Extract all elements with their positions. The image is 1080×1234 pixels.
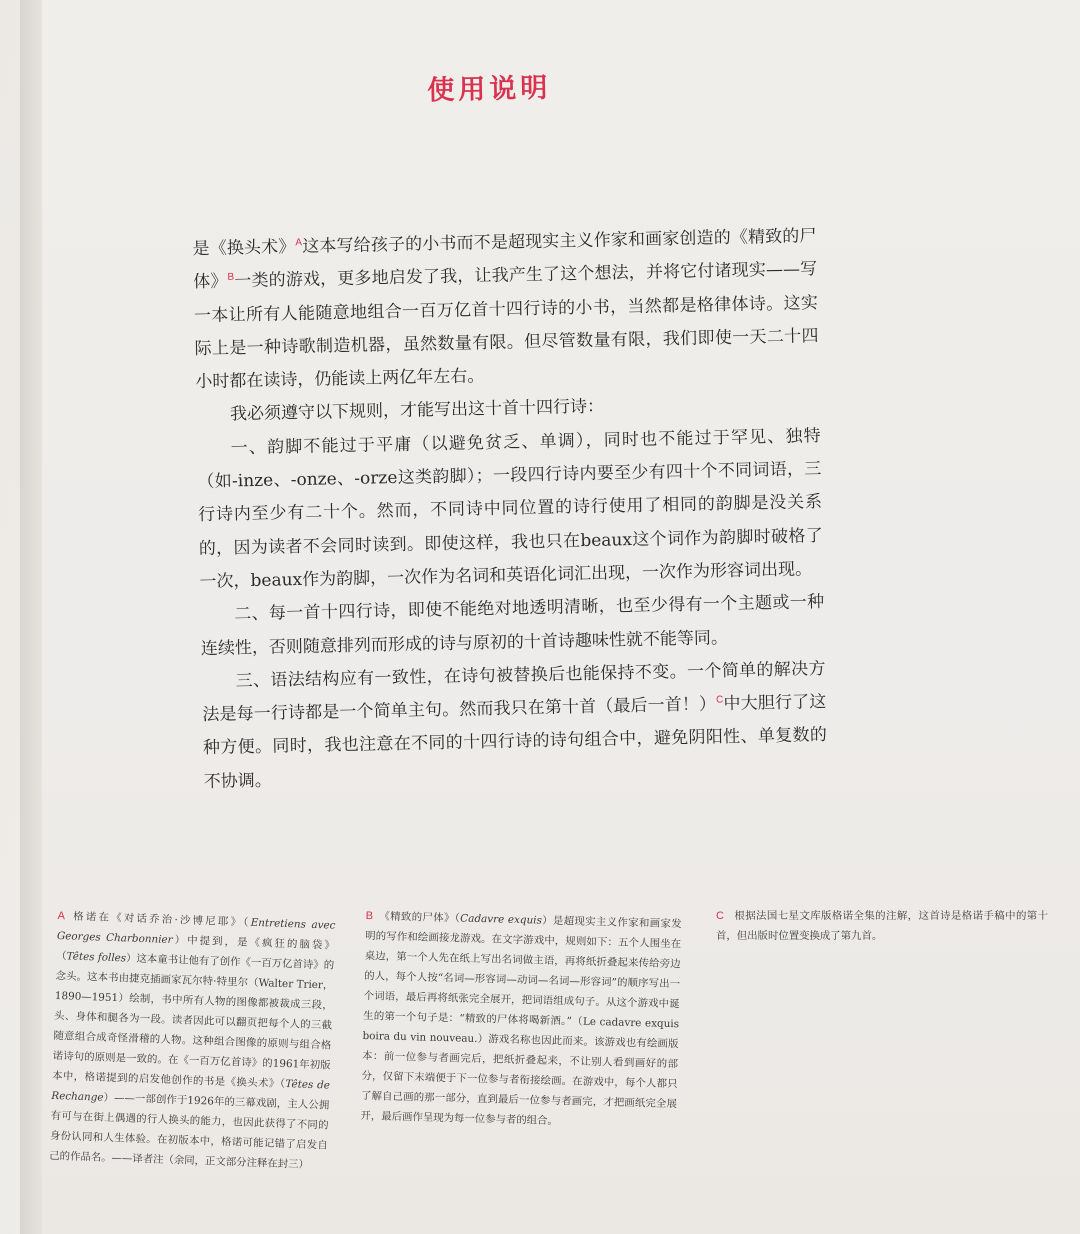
footnote-b-italic-1: Cadavre exquis bbox=[460, 912, 543, 927]
footnote-b-marker: B bbox=[365, 909, 374, 923]
footnote-c-text: 根据法国七星文库版格诺全集的注解，这首诗是格诺手稿中的第十首，但出版时位置变换成了第九首。 bbox=[716, 910, 1048, 942]
paragraph-4: 二、每一首十四行诗，即使不能绝对地透明清晰，也至少得有一个主题或一种连续性，否则随意排列而形成的诗与原初的十首诗趣味性就不能等同。 bbox=[200, 592, 825, 659]
footnote-ref-a: A bbox=[295, 237, 303, 249]
footnote-a-text-1: 格诺在《对话乔治·沙博尼耶》（ bbox=[70, 910, 251, 929]
paragraph-2: 我必须遵守以下规则，才能写出这十首十四行诗： bbox=[229, 397, 605, 425]
paragraph-5-text-a: 三、语法结构应有一致性，在诗句被替换后也能保持不变。一个简单的解决方法是每一行诗都是一个简单主句。然而我只在第十首（最后一首！） bbox=[202, 658, 826, 726]
paragraph-1-text-a: 是《换头术》 bbox=[192, 237, 296, 260]
footnote-c-marker: C bbox=[716, 910, 724, 922]
footnote-ref-c: C bbox=[716, 694, 724, 706]
footnote-c bbox=[716, 906, 1048, 946]
paragraph-3: 一、韵脚不能过于平庸（以避免贫乏、单调），同时也不能过于罕见、独特（如-inze、-onze、-orze这类韵脚）；一段四行诗内要至少有四十个不同词语，三行诗内至少有二十个。然而，不同诗中同位置的诗行使用了相同的韵脚是没关系的，因为读者不会同时读到。即使这样，我也只在beaux这个词作为韵脚时破格了一次，beaux作为韵脚，一次作为名词和英语化词汇出现，一次作为形容词出现。 bbox=[197, 425, 823, 593]
footnote-a-italic-1: Entretiens avec Georges Charbonnier bbox=[56, 916, 336, 947]
footnote-a-text-4: ）——一部创作于1926年的三幕戏剧，主人公拥有可与在街上偶遇的行人换头的能力，也因此获得了不同的身份认同和人生体验。在初版本中，格诺可能记错了启发自己的作品名。——译者注（余同，正文部分注释在封三） bbox=[49, 1091, 330, 1171]
footnote-a-marker: A bbox=[57, 909, 66, 923]
footnote-a-text-3: ）这本童书让他有了创作《一百万亿首诗》的念头。这本书由捷克插画家瓦尔特·特里尔（Walter Trier，1890—1951）绘制，书中所有人物的图像都被裁成三段，头、身体和腿各为一段。读者因此可以翻页把每个人的三截随意组合成奇怪滑稽的人物。这种组合图像的原则与组合格诺诗句的原则是一致的。在《一百万亿首诗》的1961年初版本中，格诺提到的启发他创作的书是《换头术》（ bbox=[51, 952, 335, 1091]
footnote-b-text-1: 《精致的尸体》（ bbox=[378, 910, 461, 925]
footnote-a-italic-3: Têtes de Rechange bbox=[51, 1078, 331, 1104]
paragraph-1 bbox=[192, 220, 819, 400]
footnote-a bbox=[49, 906, 336, 1176]
paragraph-1-text-c: 一类的游戏，更多地启发了我，让我产生了这个想法，并将它付诸现实——写一本让所有人能随意地组合一百万亿首十四行诗的小书，当然都是格律体诗。这实际上是一种诗歌制造机器，虽然数量有限。但尽管数量有限，我们即使一天二十四小时都在读诗，仍能读上两亿年左右。 bbox=[193, 259, 819, 393]
paragraph-5 bbox=[201, 653, 828, 799]
footnote-b bbox=[360, 906, 682, 1134]
paragraph-1-text-b: 这本写给孩子的小书而不是超现实主义作家和画家创造的《精致的尸体》 bbox=[193, 226, 817, 293]
footnote-a-italic-2: Têtes folles bbox=[66, 950, 127, 965]
paragraph-5-text-b: 中大胆行了这种方便。同时，我也注意在不同的十四行诗的诗句组合中，避免阴阳性、单复数的不协调。 bbox=[202, 692, 828, 792]
footnote-ref-b: B bbox=[227, 271, 235, 284]
main-text bbox=[192, 220, 828, 799]
footnote-b-text-2: ）是超现实主义作家和画家发明的写作和绘画接龙游戏。在文字游戏中，规则如下：五个人围坐在桌边，第一个人先在纸上写出名词做主语，再将纸折叠起来传给旁边的人，每个人按“名词—形容词—动词—名词—形容词”的顺序写出一个词语，最后再将纸张完全展开，把词语组成句子。从这个游戏中诞生的第一个句子是：“精致的尸体将喝新酒。”（Le cadavre exquis boira du vin nouveau.）游戏名称也因此而来。该游戏也有绘画版本：前一位参与者画完后，把纸折叠起来，不让别人看到画好的部分，仅留下末端便于下一位参与者衔接绘画。在游戏中，每个人都只了解自己画的那一部分，直到最后一位参与者画完，才把画纸完全展开，最后画作呈现为每一位参与者的组合。 bbox=[360, 914, 682, 1128]
page-title: 使用说明 bbox=[426, 72, 552, 107]
footnote-a-text-2: ）中提到，是《疯狂的脑袋》（ bbox=[56, 934, 335, 963]
